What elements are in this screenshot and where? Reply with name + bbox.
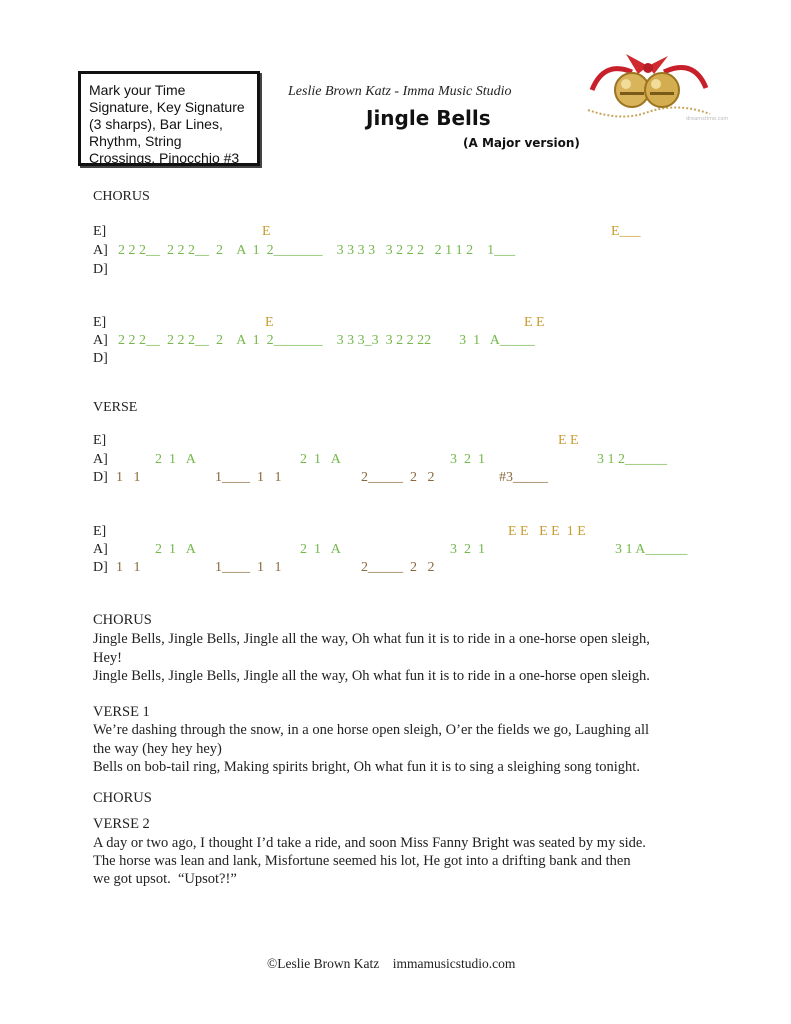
- v1-d-note: 1 1: [116, 470, 141, 485]
- c2-d-label: D]: [93, 351, 108, 366]
- c1-e-note: E___: [611, 224, 641, 239]
- page-footer: ©Leslie Brown Katz immamusicstudio.com: [267, 956, 516, 971]
- v1-d-label: D]: [93, 470, 108, 485]
- v2-d-note: 1 1: [116, 560, 141, 575]
- jingle-bells-image: [582, 50, 729, 122]
- lyrics-line: Bells on bob-tail ring, Making spirits bright, Oh what fun it is to sing a sleighing song tonight.: [93, 759, 640, 775]
- v2-e-note: E E E E 1 E: [508, 524, 586, 539]
- v2-e-label: E]: [93, 524, 107, 539]
- v2-a-note: 3 2 1: [450, 542, 485, 557]
- watermark-text: dreamstime.com: [686, 116, 729, 122]
- page-title: Jingle Bells: [366, 106, 491, 130]
- lyrics-verse1-heading: VERSE 1: [93, 704, 150, 720]
- lyrics-line: the way (hey hey hey): [93, 741, 222, 757]
- c1-e-note: E: [262, 224, 271, 239]
- c1-d-label: D]: [93, 262, 108, 277]
- verse-heading: VERSE: [93, 400, 138, 415]
- lyrics-line: A day or two ago, I thought I’d take a ride, and soon Miss Fanny Bright was seated by my side.: [93, 835, 646, 851]
- v2-d-label: D]: [93, 560, 108, 575]
- lyrics-chorus2-heading: CHORUS: [93, 790, 152, 806]
- lyrics-verse2-heading: VERSE 2: [93, 816, 150, 832]
- v1-a-note: 3 1 2______: [597, 452, 667, 467]
- lyrics-line: Jingle Bells, Jingle Bells, Jingle all the way, Oh what fun it is to ride in a one-horse open sleigh,: [93, 631, 650, 647]
- lyrics-line: We’re dashing through the snow, in a one horse open sleigh, O’er the fields we go, Laughing all: [93, 722, 649, 738]
- c2-e-label: E]: [93, 315, 107, 330]
- lyrics-line: Hey!: [93, 650, 122, 666]
- page-subtitle: (A Major version): [463, 136, 580, 150]
- chorus-heading: CHORUS: [93, 189, 150, 204]
- v1-a-note: 3 2 1: [450, 452, 485, 467]
- lyrics-line: we got upsot. “Upsot?!”: [93, 871, 237, 887]
- c2-e-note: E E: [524, 315, 545, 330]
- c2-a-label: A]: [93, 333, 108, 348]
- v1-d-note: 1____ 1 1: [215, 470, 282, 485]
- instructions-box: Mark your Time Signature, Key Signature (3 sharps), Bar Lines, Rhythm, String Crossings, Pinocchio #3: [78, 71, 260, 166]
- v2-a-note: 2 1 A: [155, 542, 196, 557]
- v1-d-note: 2_____ 2 2: [361, 470, 435, 485]
- v2-d-note: 2_____ 2 2: [361, 560, 435, 575]
- v1-d-note: #3_____: [499, 470, 548, 485]
- c1-e-label: E]: [93, 224, 107, 239]
- lyrics-line: Jingle Bells, Jingle Bells, Jingle all the way, Oh what fun it is to ride in a one-horse open sleigh.: [93, 668, 650, 684]
- v2-a-label: A]: [93, 542, 108, 557]
- lyrics-line: The horse was lean and lank, Misfortune seemed his lot, He got into a drifting bank and then: [93, 853, 631, 869]
- v1-e-label: E]: [93, 433, 107, 448]
- c1-a-label: A]: [93, 243, 108, 258]
- lyrics-chorus-heading: CHORUS: [93, 612, 152, 628]
- v1-a-note: 2 1 A: [300, 452, 341, 467]
- v1-a-note: 2 1 A: [155, 452, 196, 467]
- studio-name: Leslie Brown Katz - Imma Music Studio: [288, 84, 512, 99]
- v2-d-note: 1____ 1 1: [215, 560, 282, 575]
- v2-a-note: 3 1 A______: [615, 542, 688, 557]
- v1-a-label: A]: [93, 452, 108, 467]
- c2-e-note: E: [265, 315, 274, 330]
- c2-a-notes: 2 2 2__ 2 2 2__ 2 A 1 2_______ 3 3 3_3 3 2 2 22 3 1 A_____: [118, 333, 535, 348]
- v1-e-note: E E: [558, 433, 579, 448]
- c1-a-notes: 2 2 2__ 2 2 2__ 2 A 1 2_______ 3 3 3 3 3 2 2 2 2 1 1 2 1___: [118, 243, 516, 258]
- v2-a-note: 2 1 A: [300, 542, 341, 557]
